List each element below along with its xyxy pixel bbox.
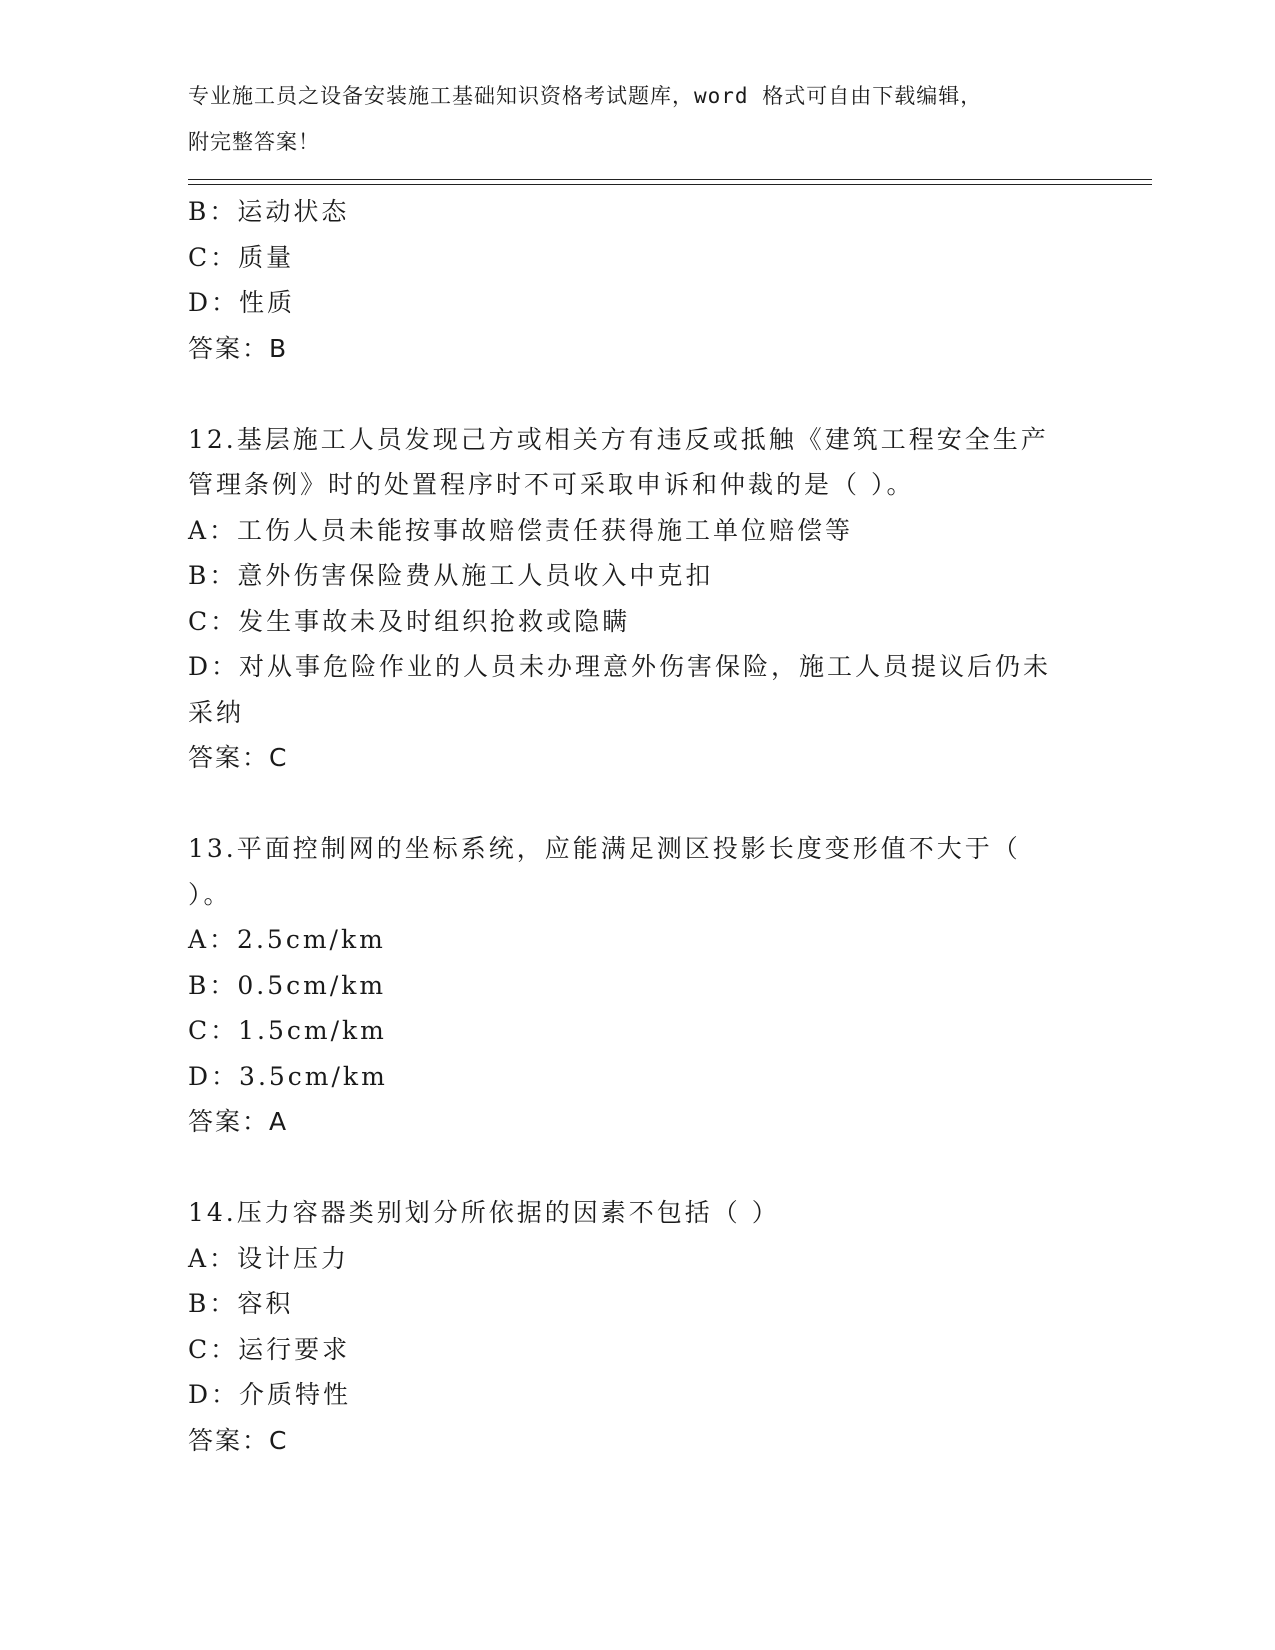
header-divider <box>188 184 1152 185</box>
question-12 <box>188 417 1088 781</box>
question-stem: 13.平面控制网的坐标系统，应能满足测区投影长度变形值不大于（ <box>188 834 1021 863</box>
option-line: A：工伤人员未能按事故赔偿责任获得施工单位赔偿等 <box>188 515 854 545</box>
option-line: D：3.5cm/km <box>188 1061 388 1091</box>
question-stem: ）。 <box>188 879 232 909</box>
option-line: 采纳 <box>188 697 245 727</box>
previous-question-tail <box>188 189 1088 371</box>
spacer <box>188 781 1088 827</box>
document-header <box>188 74 1088 165</box>
option-line: A：2.5cm/km <box>188 925 386 954</box>
option-line: C：运行要求 <box>188 1334 351 1364</box>
option-line: B：容积 <box>188 1289 294 1318</box>
option-line: C：1.5cm/km <box>188 1016 387 1045</box>
question-stem: 管理条例》时的处置程序时不可采取申诉和仲裁的是（ ）。 <box>188 470 915 499</box>
question-stem: 14.压力容器类别划分所依据的因素不包括（ ） <box>188 1198 780 1227</box>
question-stem: 12.基层施工人员发现己方或相关方有违反或抵触《建筑工程安全生产 <box>188 424 1049 454</box>
option-line: C：质量 <box>188 242 295 272</box>
option-line: D：介质特性 <box>188 1380 352 1409</box>
option-line: D：对从事危险作业的人员未办理意外伤害保险，施工人员提议后仍未 <box>188 652 1052 681</box>
question-14 <box>188 1190 1088 1463</box>
question-13 <box>188 826 1088 1145</box>
option-line: D：性质 <box>188 288 296 317</box>
header-line: 专业施工员之设备安装施工基础知识资格考试题库，word 格式可自由下载编辑， <box>188 84 983 108</box>
option-line: C：发生事故未及时组织抢救或隐瞒 <box>188 606 631 636</box>
answer-line: 答案：B <box>188 333 289 363</box>
option-line: B：意外伤害保险费从施工人员收入中克扣 <box>188 561 714 590</box>
header-divider <box>188 179 1152 180</box>
option-line: B：运动状态 <box>188 197 350 226</box>
answer-line: 答案：C <box>188 1425 289 1455</box>
document-body <box>188 189 1088 1463</box>
spacer <box>188 1145 1088 1191</box>
option-line: A：设计压力 <box>188 1243 350 1273</box>
spacer <box>188 371 1088 417</box>
option-line: B：0.5cm/km <box>188 970 387 1000</box>
answer-line: 答案：C <box>188 743 289 772</box>
answer-line: 答案：A <box>188 1107 289 1136</box>
header-line: 附完整答案！ <box>188 129 320 154</box>
